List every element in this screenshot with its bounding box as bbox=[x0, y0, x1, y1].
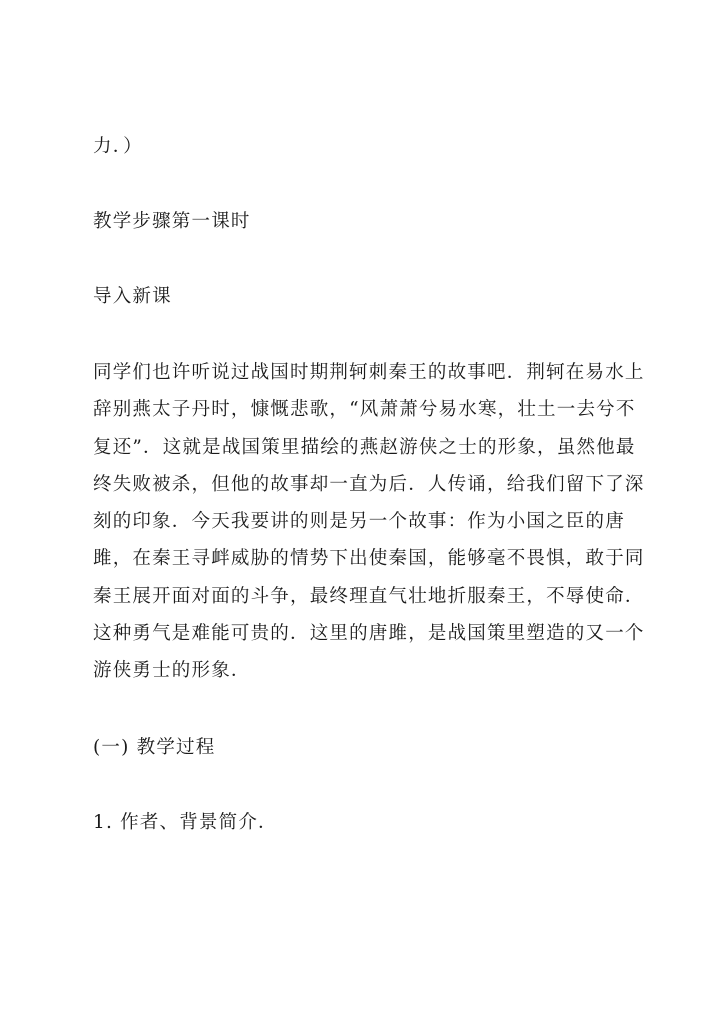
teaching-steps-heading: 教学步骤第一课时 bbox=[93, 211, 251, 232]
paragraph-line: 终失败被杀，但他的故事却一直为后．人传诵，给我们留下了深 bbox=[93, 473, 645, 495]
paragraph-line: 复还”．这就是战国策里描绘的燕赵游侠之士的形象，虽然他最 bbox=[93, 436, 636, 458]
paragraph-line: 雎，在秦王寻衅威胁的情势下出使秦国，能够毫不畏惧，敢于同 bbox=[93, 548, 645, 570]
paragraph-line: 秦王展开面对面的斗争，最终理直气壮地折服秦王，不辱使命． bbox=[93, 585, 645, 607]
paragraph-line: 辞别燕太子丹时，慷慨悲歌，“风萧萧兮易水寒，壮土一去兮不 bbox=[93, 399, 636, 421]
paragraph-line: 这种勇气是难能可贵的．这里的唐雎，是战国策里塑造的又一个 bbox=[93, 623, 645, 645]
intro-paragraph bbox=[93, 361, 645, 697]
paragraph-line: 同学们也许听说过战国时期荆轲刺秦王的故事吧．荆轲在易水上 bbox=[93, 362, 645, 383]
section-heading: (一) 教学过程 bbox=[93, 737, 216, 758]
list-item: 1. 作者、背景简介． bbox=[93, 812, 278, 833]
continuation-text: 力．） bbox=[93, 136, 143, 157]
paragraph-line: 游侠勇士的形象． bbox=[93, 660, 251, 682]
paragraph-line: 刻的印象．今天我要讲的则是另一个故事：作为小国之臣的唐 bbox=[93, 511, 625, 533]
intro-heading: 导入新课 bbox=[93, 286, 172, 307]
